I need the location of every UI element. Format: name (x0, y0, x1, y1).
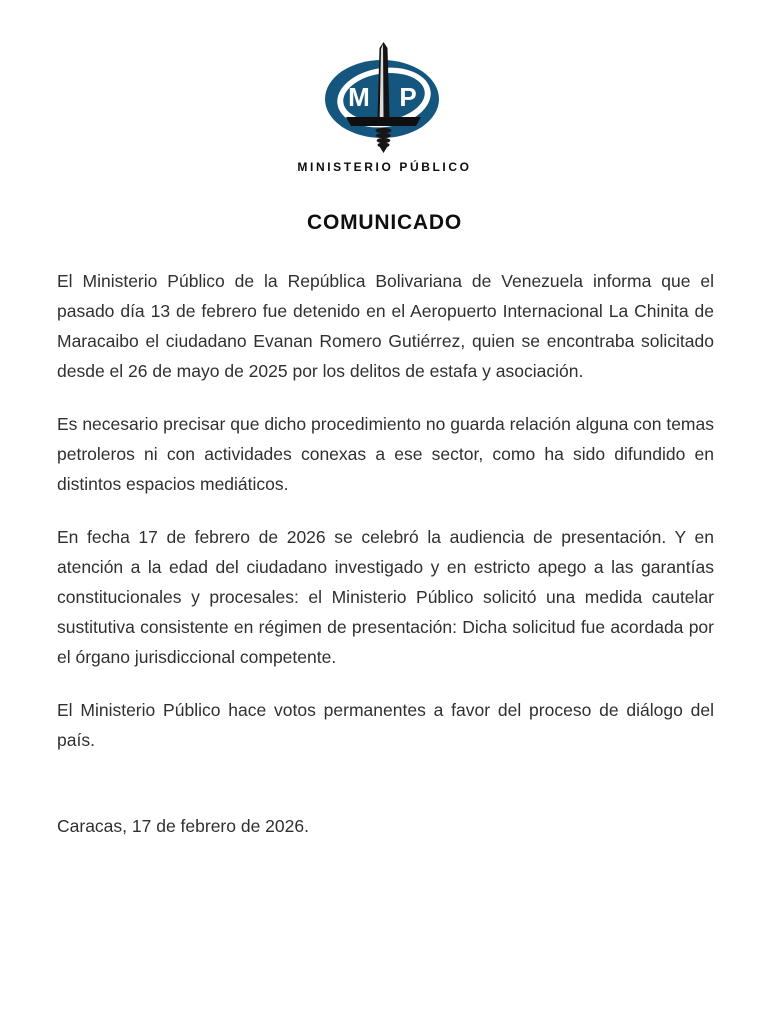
ministerio-publico-logo-icon (319, 40, 451, 154)
logo-monogram-m: M (347, 82, 370, 112)
dateline: Caracas, 17 de febrero de 2026. (57, 816, 309, 836)
logo-monogram-p: P (398, 82, 417, 112)
logo-wordmark: MINISTERIO PÚBLICO (297, 160, 472, 174)
letterhead (0, 0, 769, 174)
page-title: COMUNICADO (307, 211, 462, 234)
body-text (57, 266, 714, 841)
paragraph-2: Es necesario precisar que dicho procedimiento no guarda relación alguna con temas petroleros ni con actividades conexas a ese sector, como ha sido difundido en distintos espacios mediáticos. (57, 414, 714, 494)
paragraph-4: El Ministerio Público hace votos permanentes a favor del proceso de diálogo del país. (57, 700, 714, 750)
paragraph-3: En fecha 17 de febrero de 2026 se celebró la audiencia de presentación. Y en atención a la edad del ciudadano investigado y en estricto apego a las garantías constitucionales y procesales: el Ministerio Público solicitó una medida cautelar sustitutiva consistente en régimen de presentación: Dicha solicitud fue acordada por el órgano jurisdiccional competente. (57, 527, 714, 667)
paragraph-1: El Ministerio Público de la República Bolivariana de Venezuela informa que el pasado día 13 de febrero fue detenido en el Aeropuerto Internacional La Chinita de Maracaibo el ciudadano Evanan Romero Gutiérrez, quien se encontraba solicitado desde el 26 de mayo de 2025 por los delitos de estafa y asociación. (57, 271, 714, 381)
